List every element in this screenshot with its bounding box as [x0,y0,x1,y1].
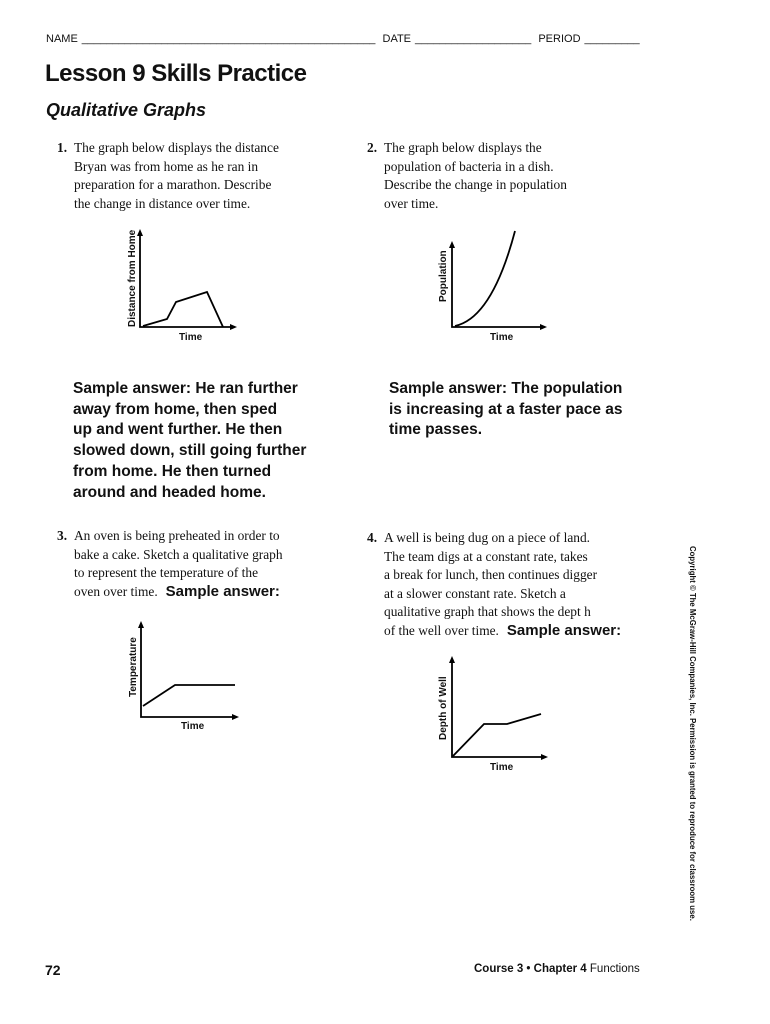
graph-4-curve [453,714,541,756]
answer-line: Sample answer: The population [389,380,623,397]
problem-text: of the well over time. [384,622,499,638]
footer-topic: Functions [589,963,640,975]
answer-line: time passes. [389,421,483,439]
graph-2-y-label: Population [438,250,449,302]
answer-line: from home. He then turned [73,462,272,480]
problem-text-line: the change in distance over time. [74,195,251,211]
problem-text: oven over time. [74,583,158,599]
answer-line: around and headed home. [73,483,266,501]
answer-line: away from home, then sped [73,400,278,418]
page-number: 72 [45,962,61,978]
footer-chapter: Chapter 4 [533,963,587,975]
graph-1-x-label: Time [179,332,203,343]
problem-number: 3. [57,528,68,543]
lesson-subtitle: Qualitative Graphs [46,100,207,120]
graph-2-x-label: Time [490,332,514,343]
date-blank[interactable]: ___________________ [415,33,532,45]
lesson-title: Lesson 9 Skills Practice [45,60,307,87]
problem-text-line: to represent the temperature of the [74,565,259,581]
problem-text-line: population of bacteria in a dish. [384,158,554,174]
graph-4-y-label: Depth of Well [438,676,449,740]
graph-4-y-arrow [449,656,455,663]
problem-number: 4. [367,530,378,545]
problem-text-line: Describe the change in population [384,177,567,193]
problem-text-line: An oven is being preheated in order to [74,528,280,543]
problem-text-line: bake a cake. Sketch a qualitative graph [74,546,283,562]
answer-line: up and went further. He then [73,421,283,439]
problem-text-line: preparation for a marathon. Describe [74,177,272,193]
copyright-notice: Copyright © The McGraw-Hill Companies, Inc. Permission is granted to reproduce for classroom use. [688,546,697,921]
problem-number: 1. [57,140,68,155]
footer-course-info [474,963,640,975]
period-label: PERIOD [538,33,581,45]
footer-course: Course 3 [474,963,524,975]
problem-text-line: Bryan was from home as he ran in [74,158,259,174]
problem-number: 2. [367,140,378,155]
sample-answer-label: Sample answer: [506,621,622,639]
sample-answer-label: Sample answer: [165,582,280,600]
date-label: DATE [382,33,412,45]
graph-4-x-arrow [541,754,548,760]
graph-1-y-label: Distance from Home [127,229,138,327]
problem-text-line: a break for lunch, then continues digger [384,567,598,583]
problem-text-line: The graph below displays the distance [74,140,279,155]
problem-text-line: The graph below displays the [384,140,542,155]
problem-text-line: The team digs at a constant rate, takes [384,548,588,564]
footer-bullet: • [526,963,531,975]
name-blank[interactable]: ________________________________________________ [81,33,376,45]
problem-text-line: A well is being dug on a piece of land. [384,530,591,545]
problem-text-line: qualitative graph that shows the dept h [384,604,591,620]
answer-line: Sample answer: He ran further [73,380,298,397]
period-blank[interactable]: _________ [584,33,640,45]
problem-text-line: over time. [384,195,439,211]
graph-4-x-label: Time [490,762,514,773]
name-label: NAME [46,33,78,45]
graph-3-y-label: Temperature [128,637,139,697]
graph-3-x-label: Time [181,721,205,732]
answer-line: is increasing at a faster pace as [389,400,623,418]
problem-text-line: at a slower constant rate. Sketch a [384,585,566,601]
answer-line: slowed down, still going further [73,442,307,460]
